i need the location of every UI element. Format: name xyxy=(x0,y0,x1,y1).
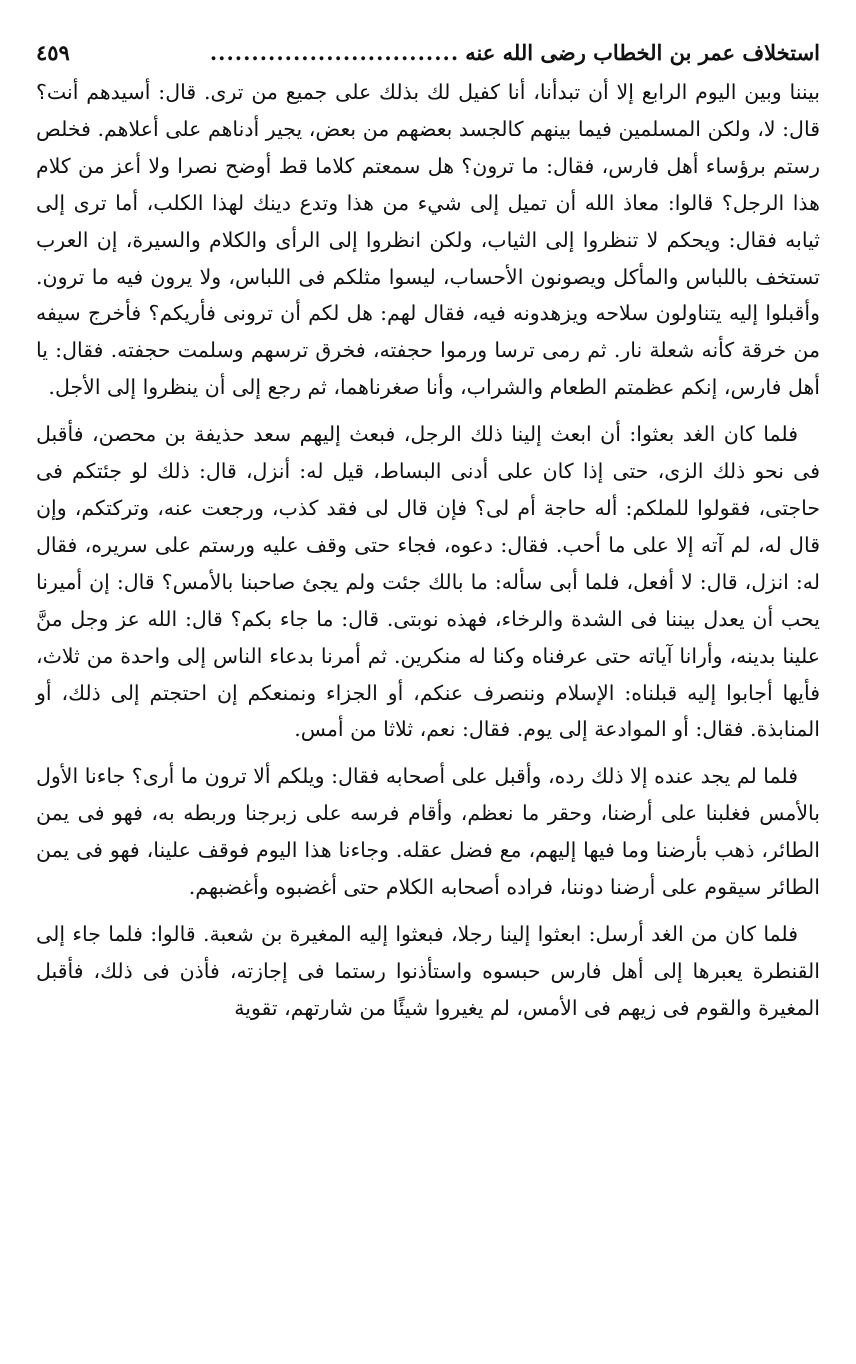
paragraph-3: فلما لم يجد عنده إلا ذلك رده، وأقبل على أصحابه فقال: ويلكم ألا ترون ما أرى؟ جاءنا الأول بالأمس فغلبنا على أرضنا، وحقر ما نعظم، وأقام فرسه على زبرجنا وربطه به، فهو فى يمن الطائر، ذهب بأرضنا وما فيها إليهم، مع فضل عقله. وجاءنا هذا اليوم فوقف علينا، فهو فى يمن الطائر سيقوم على أرضنا دوننا، فراده أصحابه الكلام حتى أغضبوه وأغضبهم. xyxy=(36,764,820,900)
book-page xyxy=(36,36,820,1346)
page-number: ٤٥٩ xyxy=(36,40,70,65)
body-text xyxy=(36,74,820,1027)
running-header xyxy=(36,36,820,70)
paragraph-2: فلما كان الغد بعثوا: أن ابعث إلينا ذلك الرجل، فبعث إليهم سعد حذيفة بن محصن، فأقبل فى نحو ذلك الزى، حتى إذا كان على أدنى البساط، قيل له: أنزل، قال: ذلك لو جئتكم فى حاجتى، فقولوا للملكم: أله حاجة أم لى؟ فإن قال لى فقد كذب، ورجعت عنه، وتركتكم، وإن قال له، لم آته إلا على ما أحب. فقال: دعوه، فجاء حتى وقف عليه ورستم على سريره، فقال له: انزل، قال: لا أفعل، فلما أبى سأله: ما بالك جئت ولم يجئ صاحبنا بالأمس؟ قال: إن أميرنا يحب أن يعدل بيننا فى الشدة والرخاء، فهذه نوبتى. قال: ما جاء بكم؟ قال: الله عز وجل منَّ علينا بدينه، وأرانا آياته حتى عرفناه وكنا له منكرين. ثم أمرنا بدعاء الناس إلى واحدة من ثلاث، فأيها أجابوا إليه قبلناه: الإسلام وننصرف عنكم، أو الجزاء ونمنعكم إن احتجتم إلى ذلك، أو المنابذة. فقال: أو الموادعة إلى يوم. فقال: نعم، ثلاثا من أمس. xyxy=(36,422,820,742)
paragraph-4: فلما كان من الغد أرسل: ابعثوا إلينا رجلا، فبعثوا إليه المغيرة بن شعبة. قالوا: فلما جاء إلى القنطرة يعبرها إلى أهل فارس حبسوه واستأذنوا رستما فى إجازته، فأذن فى ذلك، فأقبل المغيرة والقوم فى زيهم فى الأمس، لم يغيروا شيئًا من شارتهم، تقوية xyxy=(36,921,820,1020)
leader-dots: .............................. xyxy=(209,40,460,65)
paragraph-1: بيننا وبين اليوم الرابع إلا أن تبدأنا، أنا كفيل لك بذلك على جميع من ترى. قال: أسيدهم أنت؟ قال: لا، ولكن المسلمين فيما بينهم كالجسد بعضهم من بعض، يجير أدناهم على أعلاهم. فخلص رستم برؤساء أهل فارس، فقال: ما ترون؟ هل سمعتم كلاما قط أوضح نصرا ولا أعز من كلام هذا الرجل؟ قالوا: معاذ الله أن تميل إلى شيء من هذا وتدع دينك لهذا الكلب، أما ترى إلى ثيابه فقال: ويحكم لا تنظروا إلى الثياب، ولكن انظروا إلى الرأى والكلام والسيرة، إن العرب تستخف باللباس والمأكل ويصونون الأحساب، ليسوا مثلكم فى اللباس، ولا يرون فيه ما ترون. وأقبلوا إليه يتناولون سلاحه ويزهدونه فيه، فقال لهم: هل لكم أن ترونى فأريكم؟ فأخرج سيفه من خرقة كأنه شعلة نار. ثم رمى ترسا ورموا حجفته، فخرق ترسهم وسلمت حجفته. فقال: يا أهل فارس، إنكم عظمتم الطعام والشراب، وأنا صغرناهما، ثم رجع إلى أن ينظروا إلى الأجل. xyxy=(36,80,820,400)
chapter-title: استخلاف عمر بن الخطاب رضى الله عنه xyxy=(465,40,820,65)
